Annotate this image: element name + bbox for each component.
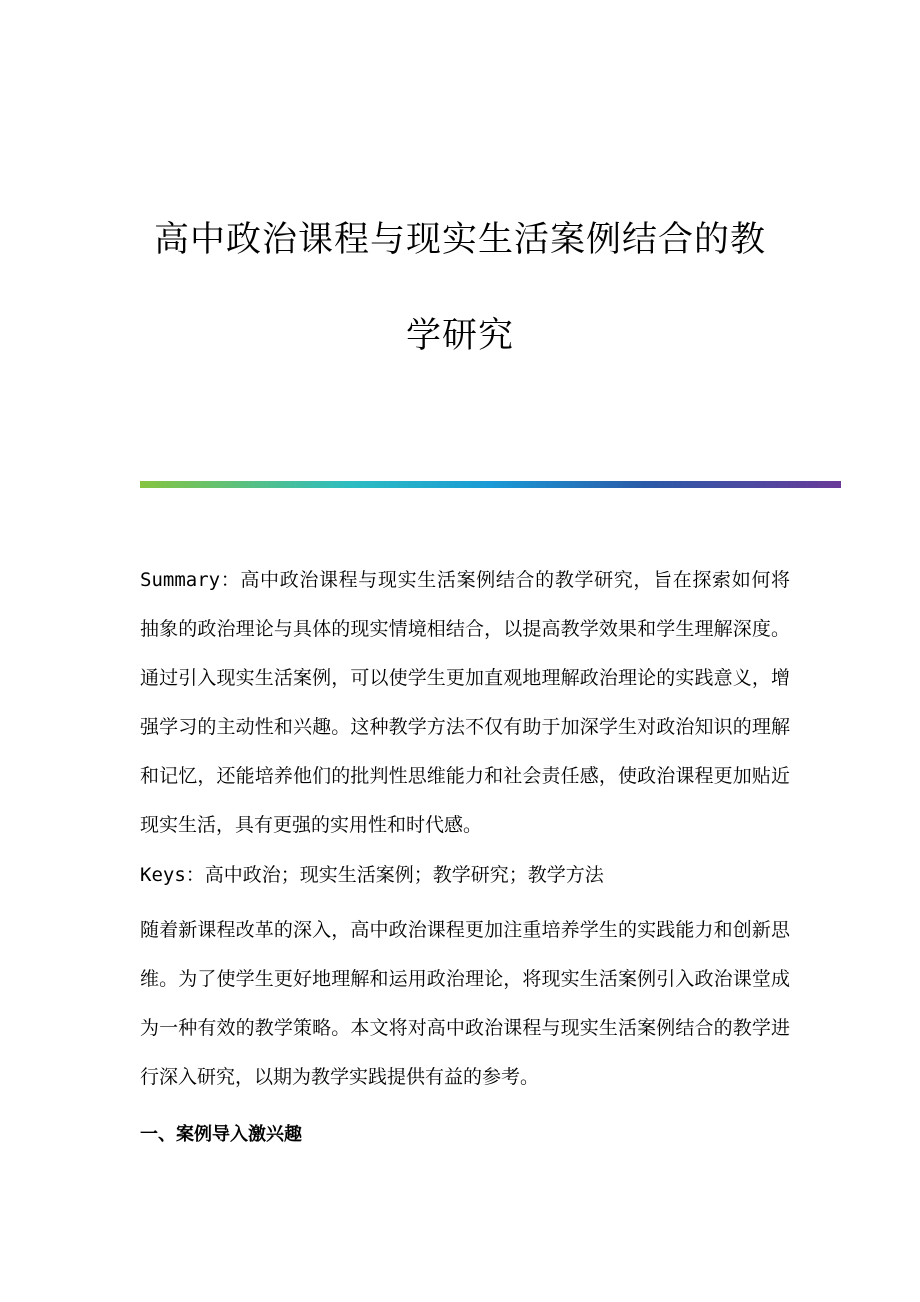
document-title-line-1: 高中政治课程与现实生活案例结合的教 — [153, 220, 766, 260]
summary-label: Summary： — [140, 569, 241, 591]
keywords-text: 高中政治；现实生活案例；教学研究；教学方法 — [204, 864, 604, 886]
keywords-paragraph — [140, 851, 790, 900]
summary-text: 高中政治课程与现实生活案例结合的教学研究，旨在探索如何将抽象的政治理论与具体的现实情境相结合，以提高教学效果和学生理解深度。通过引入现实生活案例，可以使学生更加直观地理解政治理论的实践意义，增强学习的主动性和兴趣。这种教学方法不仅有助于加深学生对政治知识的理解和记忆，还能培养他们的批判性思维能力和社会责任感，使政治课程更加贴近现实生活，具有更强的实用性和时代感。 — [140, 569, 790, 836]
intro-paragraph: 随着新课程改革的深入，高中政治课程更加注重培养学生的实践能力和创新思维。为了使学生更好地理解和运用政治理论，将现实生活案例引入政治课堂成为一种有效的教学策略。本文将对高中政治课程与现实生活案例结合的教学进行深入研究，以期为教学实践提供有益的参考。 — [140, 919, 790, 1088]
title-divider — [140, 481, 841, 488]
keywords-label: Keys： — [140, 864, 205, 886]
section-heading: 一、案例导入激兴趣 — [140, 1124, 302, 1145]
document-title-line-2: 学研究 — [405, 316, 514, 356]
summary-paragraph — [140, 556, 790, 850]
